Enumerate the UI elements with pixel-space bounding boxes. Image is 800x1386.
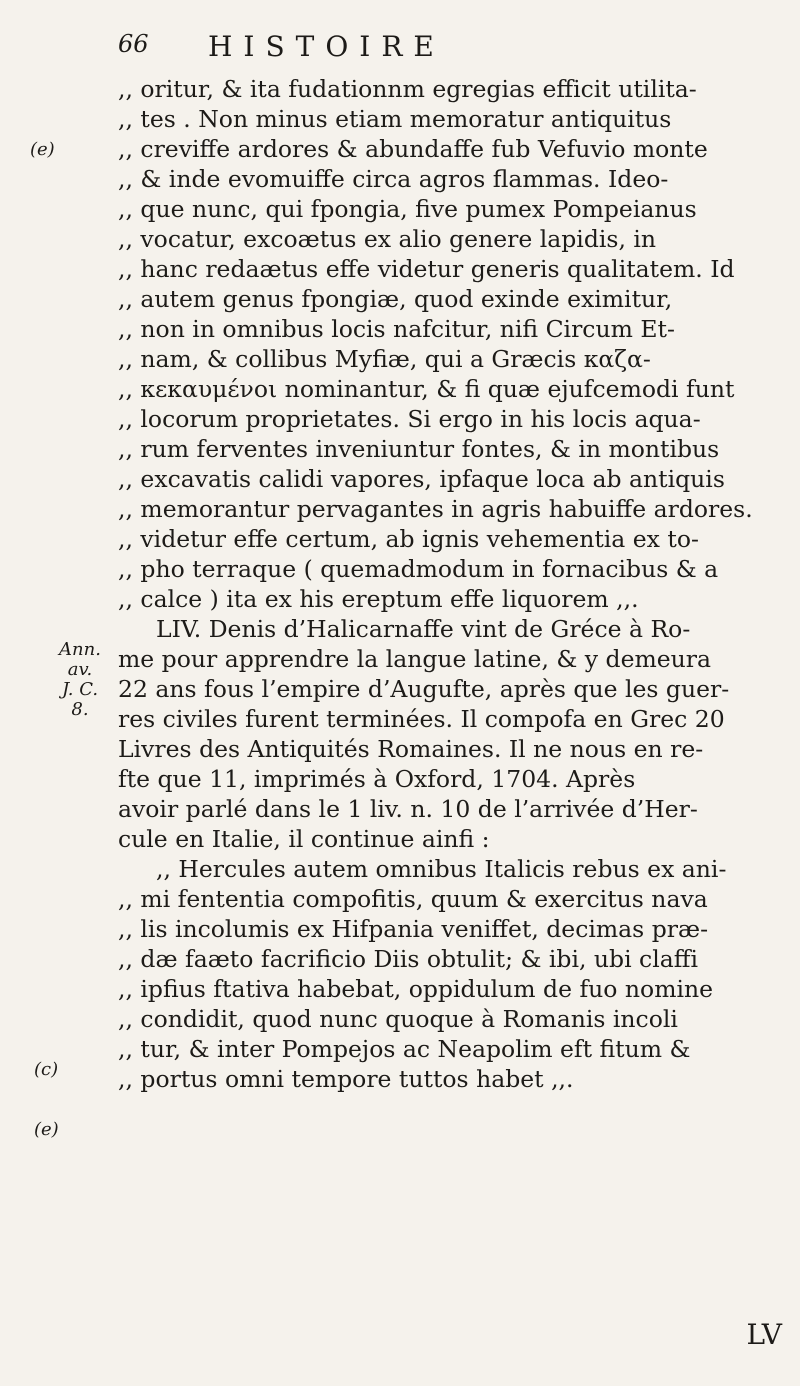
page-header (118, 30, 758, 70)
text-line: ,, rum ferventes inveniuntur fontes, & in montibus (118, 435, 720, 463)
text-line: ,, creviffe ardores & abundaffe fub Vefuvio monte (118, 135, 708, 163)
text-line: ,, locorum proprietates. Si ergo in his locis aqua- (118, 405, 701, 433)
text-line: me pour apprendre la langue latine, & y demeura (118, 645, 712, 673)
text-line: ,, oritur, & ita fudationnm egregias efficit utilita- (118, 75, 697, 103)
page-number: 66 (118, 30, 149, 58)
text-line-section-start: LIV. Denis d’Halicarnaffe vint de Gréce à Ro- (156, 615, 691, 643)
text-line: avoir parlé dans le 1 liv. n. 10 de l’arrivée d’Her- (118, 795, 698, 823)
text-line: ,, lis incolumis ex Hifpania veniffet, decimas præ- (118, 915, 709, 943)
text-line: Livres des Antiquités Romaines. Il ne nous en re- (118, 735, 704, 763)
margin-annotation-line: J. C. (61, 679, 99, 700)
margin-note-e-bottom: (e) (34, 1119, 59, 1140)
text-line: ,, vocatur, excoætus ex alio genere lapidis, in (118, 225, 657, 253)
text-line: ,, non in omnibus locis nafcitur, nifi Circum Et- (118, 315, 675, 343)
text-line: ,, hanc redaætus effe videtur generis qualitatem. Id (118, 255, 735, 283)
running-title: HISTOIRE (208, 30, 445, 63)
text-line: fte que 11, imprimés à Oxford, 1704. Après (118, 765, 636, 793)
margin-annotation-date (55, 640, 105, 720)
text-line: cule en Italie, il continue ainfi : (118, 825, 490, 853)
text-line: 22 ans fous l’empire d’Augufte, après que les guer- (118, 675, 730, 703)
text-line: ,, calce ) ita ex his ereptum effe liquorem ,,. (118, 585, 639, 613)
text-line: ,, & inde evomuiffe circa agros flammas. Ideo- (118, 165, 669, 193)
text-line-quote-start: ,, Hercules autem omnibus Italicis rebus ex ani- (156, 855, 727, 883)
text-line: ,, κεκαυμένοι nominantur, & fi quæ ejufcemodi funt (118, 375, 735, 403)
body-text (118, 74, 788, 1094)
margin-annotation-line: 8. (71, 699, 89, 720)
text-line: ,, pho terraque ( quemadmodum in fornacibus & a (118, 555, 719, 583)
margin-note-e-top: (e) (30, 139, 55, 160)
text-line: ,, nam, & collibus Myfiæ, qui a Græcis καζα- (118, 345, 651, 373)
text-line: ,, condidit, quod nunc quoque à Romanis incoli (118, 1005, 678, 1033)
text-line: ,, mi fententia compofitis, quum & exercitus nava (118, 885, 708, 913)
margin-annotation-line: av. (67, 659, 93, 680)
text-line: ,, tur, & inter Pompejos ac Neapolim eft fitum & (118, 1035, 691, 1063)
text-line: ,, portus omni tempore tuttos habet ,,. (118, 1065, 574, 1093)
text-line: ,, videtur effe certum, ab ignis vehementia ex to- (118, 525, 699, 553)
text-line: ,, memorantur pervagantes in agris habuiffe ardores. (118, 495, 753, 523)
margin-annotation-line: Ann. (59, 639, 101, 660)
margin-note-c: (c) (34, 1059, 59, 1080)
text-line: ,, autem genus fpongiæ, quod exinde eximitur, (118, 285, 673, 313)
text-line: ,, que nunc, qui fpongia, five pumex Pompeianus (118, 195, 697, 223)
text-line: ,, ipfius ftativa habebat, oppidulum de fuo nomine (118, 975, 714, 1003)
text-line: ,, dæ faæto facrificio Diis obtulit; & ibi, ubi claffi (118, 945, 698, 973)
text-line: ,, tes . Non minus etiam memoratur antiquitus (118, 105, 672, 133)
catchword: LV (746, 1318, 782, 1351)
text-line: res civiles furent terminées. Il compofa en Grec 20 (118, 705, 725, 733)
text-line: ,, excavatis calidi vapores, ipfaque loca ab antiquis (118, 465, 725, 493)
